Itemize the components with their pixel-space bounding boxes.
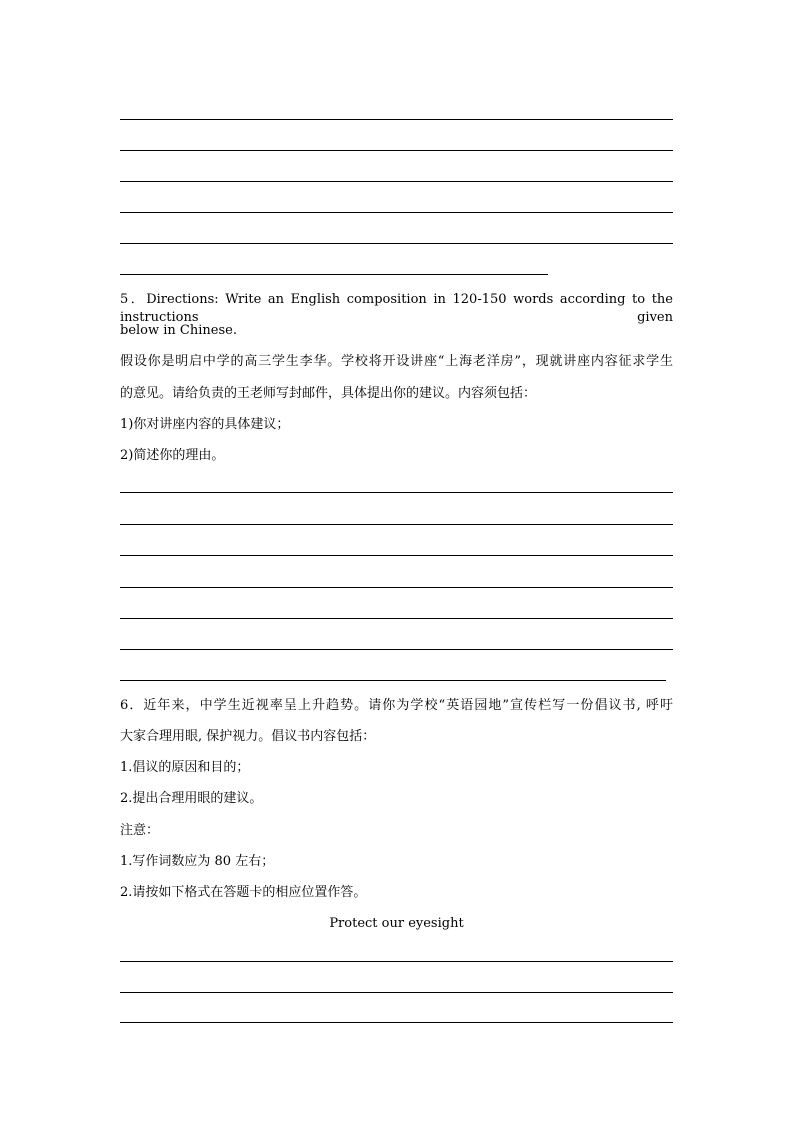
answer-line [120,181,673,182]
q5-requirement-2: 2)简述你的理由。 [120,448,225,463]
q5-requirement-1: 1)你对讲座内容的具体建议； [120,417,290,432]
answer-line [120,492,673,493]
answer-line [120,212,673,213]
answer-line [120,618,673,619]
q6-content-1: 1.倡议的原因和目的； [120,760,250,775]
q5-directions-line1: 5．Directions: Write an English composition in 120-150 words according to the instructions given [120,292,673,325]
answer-line [120,243,673,244]
answer-line [120,524,673,525]
q6-prompt-line2: 大家合理用眼, 保护视力。倡议书内容包括： [120,729,376,744]
answer-line [120,587,673,588]
answer-line [120,680,666,681]
answer-line [120,992,673,993]
q5-directions-line2: below in Chinese. [120,323,237,338]
answer-line [120,274,548,275]
q6-composition-title: Protect our eyesight [329,916,464,931]
q6-content-2: 2.提出合理用眼的建议。 [120,791,263,806]
q5-prompt-line2: 的意见。请给负责的王老师写封邮件，具体提出你的建议。内容须包括： [120,386,537,401]
answer-line [120,555,673,556]
q5-prompt-line1: 假设你是明启中学的高三学生李华。学校将开设讲座“上海老洋房”，现就讲座内容征求学生 [120,354,673,369]
answer-line [120,1022,673,1023]
answer-line [120,150,673,151]
answer-line [120,119,673,120]
answer-line [120,649,673,650]
q6-note-2: 2.请按如下格式在答题卡的相应位置作答。 [120,885,367,900]
q6-prompt-line1: 6．近年来，中学生近视率呈上升趋势。请你为学校“英语园地”宣传栏写一份倡议书, 呼吁 [120,698,673,713]
q6-note-1: 1.写作词数应为 80 左右； [120,854,275,869]
q6-note-label: 注意： [120,823,160,838]
answer-line [120,961,673,962]
